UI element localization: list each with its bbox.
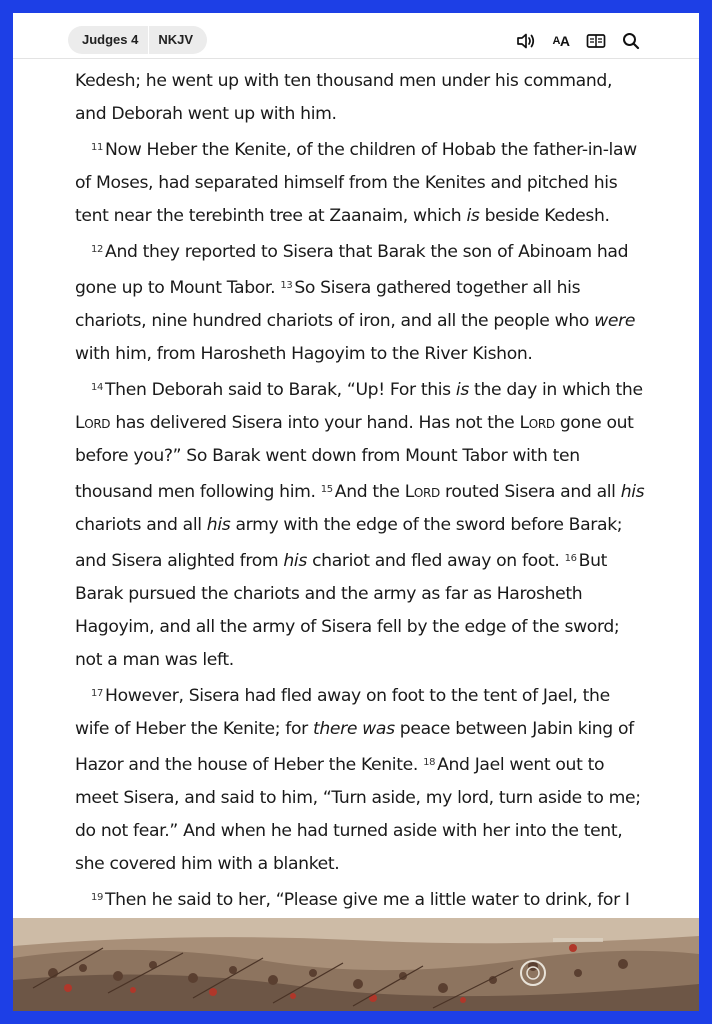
paragraph <box>75 371 645 677</box>
verse-text: Then Deborah said to Barak, “Up! For this <box>105 380 456 400</box>
verse-number[interactable]: 12 <box>91 244 104 255</box>
top-toolbar <box>13 13 699 59</box>
verse-text: the day in which the <box>468 380 643 400</box>
speaker-icon[interactable] <box>515 30 537 52</box>
verse-number[interactable]: 13 <box>280 280 293 291</box>
paragraph <box>75 233 645 371</box>
app-window <box>13 13 699 1011</box>
paragraph <box>75 677 645 881</box>
text-size-icon[interactable] <box>550 30 572 52</box>
italic-text: there was <box>312 719 395 739</box>
verse-text: peace between Jabin king of Hazor and the house of Heber the Kenite. <box>75 719 634 775</box>
divine-name: Lord <box>75 413 111 433</box>
verse-text: And the <box>334 482 405 502</box>
italic-text: his <box>206 515 231 535</box>
verse-text: gone out before you?” So Barak went down from Mount Tabor with ten thousand men following him. <box>75 413 634 502</box>
verse-text: Kedesh; he went up with ten thousand men under his command, and Deborah went up with him. <box>75 71 613 124</box>
verse-text: And they reported to Sisera that Barak the son of Abinoam had gone up to Mount Tabor. <box>75 242 629 298</box>
verse-text: However, Sisera had fled away on foot to the tent of Jael, the wife of Heber the Kenite; for <box>75 686 610 739</box>
verse-number[interactable]: 17 <box>91 688 104 699</box>
italic-text: his <box>283 551 307 571</box>
divine-name: Lord <box>404 482 440 502</box>
verse-text: Now Heber the Kenite, of the children of Hobab the father-in-law of Moses, had separated himself from the Kenites and pitched his tent near the terebinth tree at Zaanaim, which <box>75 140 637 226</box>
italic-text: is <box>466 206 480 226</box>
verse-text: Then he said to her, “Please give me a little water to drink, for I <box>105 890 630 910</box>
verse-text: army with the edge of the sword before Barak; and Sisera alighted from <box>75 515 623 571</box>
verse-text: beside Kedesh. <box>479 206 610 226</box>
verse-text: So Sisera gathered together all his chariots, nine hundred chariots of iron, and all the people who <box>75 278 595 331</box>
scripture-text <box>75 65 645 950</box>
toolbar-actions <box>515 30 655 52</box>
verse-text: routed Sisera and all <box>439 482 621 502</box>
battle-scene-image <box>13 918 699 1011</box>
italic-text: is <box>455 380 469 400</box>
verse-text: But Barak pursued the chariots and the army as far as Harosheth Hagoyim, and all the army of Sisera fell by the edge of the sword; not a man was left. <box>75 551 620 670</box>
text-size-small-letter: A <box>552 35 560 47</box>
divine-name: Lord <box>519 413 555 433</box>
parallel-view-icon[interactable] <box>585 30 607 52</box>
verse-number[interactable]: 19 <box>91 892 104 903</box>
verse-text: And Jael went out to meet Sisera, and said to him, “Turn aside, my lord, turn aside to me; do not fear.” And when he had turned aside with her into the tent, she covered him with a blanket. <box>75 755 641 874</box>
italic-text: were <box>594 311 636 331</box>
italic-text: his <box>620 482 645 502</box>
book-chapter-button[interactable]: Judges 4 <box>82 32 139 47</box>
text-size-big-letter: A <box>559 33 570 49</box>
verse-number[interactable]: 16 <box>564 553 577 564</box>
verse-number[interactable]: 18 <box>423 757 436 768</box>
version-button[interactable]: NKJV <box>158 32 194 47</box>
paragraph <box>75 65 645 131</box>
reference-selector <box>68 26 207 54</box>
verse-text: has delivered Sisera into your hand. Has not the <box>110 413 520 433</box>
verse-number[interactable]: 11 <box>91 142 104 153</box>
verse-text: with him, from Harosheth Hagoyim to the River Kishon. <box>75 344 533 364</box>
verse-text: chariots and all <box>75 515 207 535</box>
verse-number[interactable]: 14 <box>91 382 104 393</box>
verse-text: chariot and fled away on foot. <box>306 551 565 571</box>
verse-number[interactable]: 15 <box>320 484 333 495</box>
search-icon[interactable] <box>620 30 642 52</box>
paragraph <box>75 131 645 233</box>
